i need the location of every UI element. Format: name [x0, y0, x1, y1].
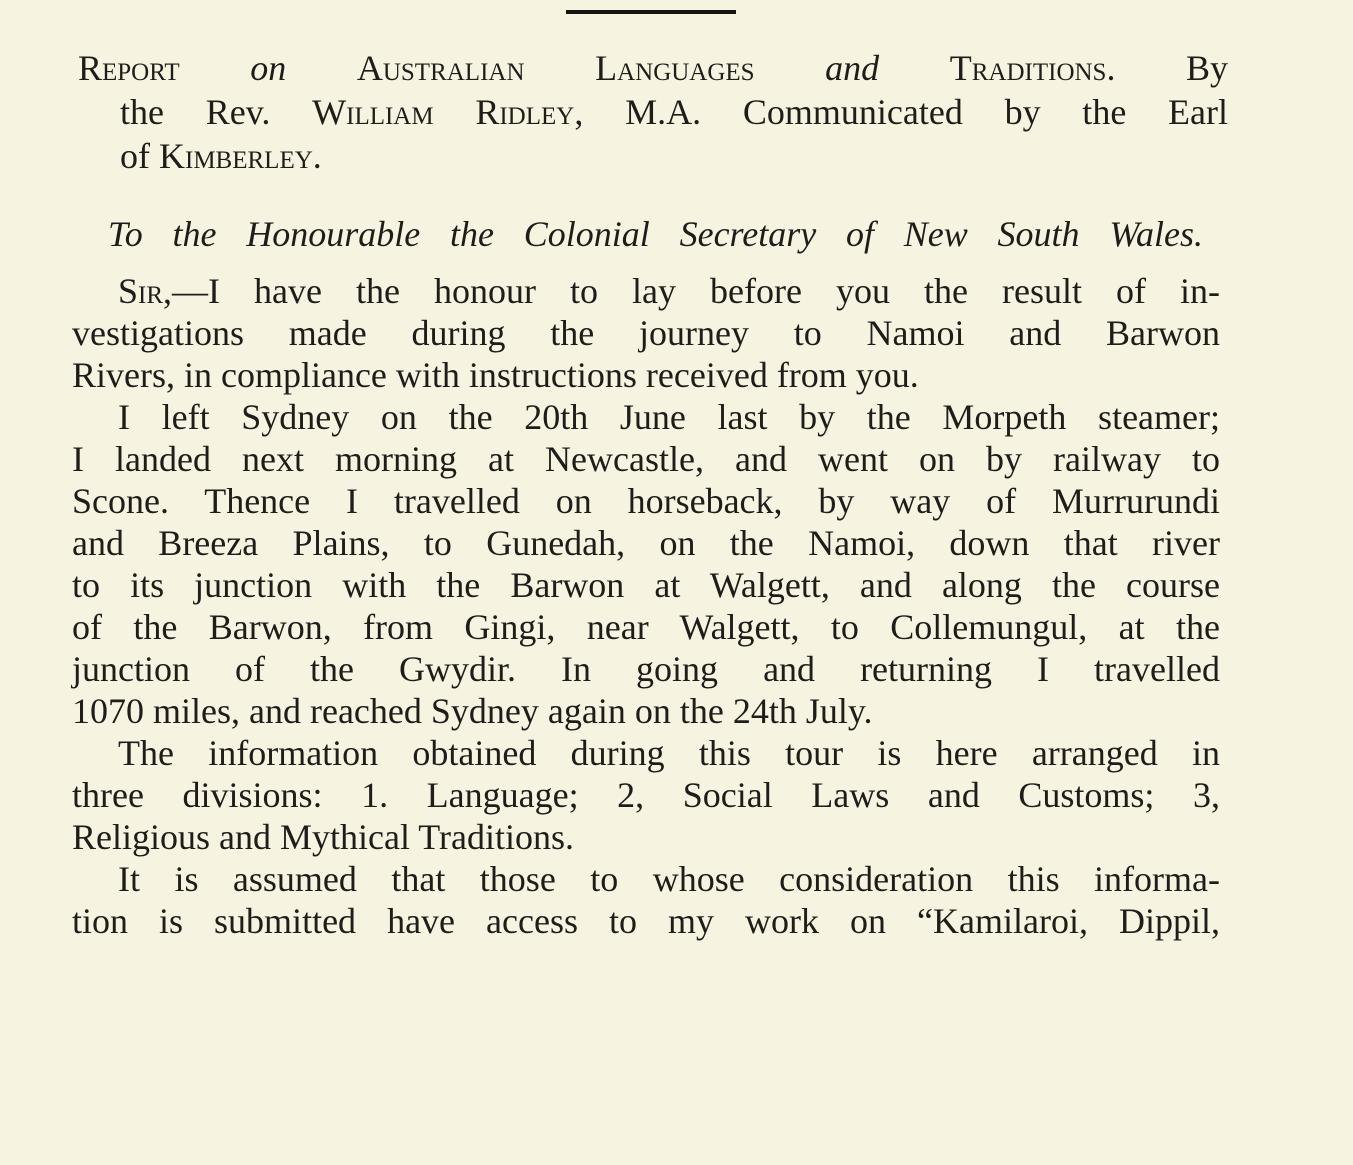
paragraph-2 — [72, 396, 1220, 732]
text-line: Rivers, in compliance with instructions received from you. — [72, 355, 919, 395]
salutation: Sir, — [118, 271, 173, 311]
address-line: To the Honourable the Colonial Secretary of New South Wales. — [108, 214, 1203, 254]
letter-body — [72, 270, 1220, 942]
paragraph-3 — [72, 732, 1220, 858]
title-communicated: Communicated by the Earl — [742, 92, 1228, 132]
title-by: By — [1186, 48, 1229, 88]
text-line: It is assumed that those to whose consideration this informa- — [118, 859, 1220, 899]
text-line: Religious and Mythical Traditions. — [72, 817, 575, 857]
author-degree: M.A. — [625, 92, 702, 132]
top-rule-divider — [566, 10, 736, 14]
title-of: of — [120, 136, 150, 176]
text-line: vestigations made during the journey to Namoi and Barwon — [72, 313, 1220, 353]
text-line: 1070 miles, and reached Sydney again on the 24th July. — [72, 691, 873, 731]
title-kimberley: Kimberley. — [159, 136, 322, 176]
text-line-content: —I have the honour to lay before you the result of in- — [172, 271, 1220, 311]
title-line-2 — [78, 90, 1228, 134]
title-and: and — [825, 48, 880, 88]
author-name: William Ridley, — [312, 92, 584, 132]
text-line: tion is submitted have access to my work on “Kamilaroi, Dippil, — [72, 901, 1220, 941]
title-australian: Australian — [356, 48, 525, 88]
title-line-3 — [78, 134, 1228, 178]
text-line: three divisions: 1. Language; 2, Social Laws and Customs; 3, — [72, 775, 1220, 815]
text-line: junction of the Gwydir. In going and returning I travelled — [72, 649, 1220, 689]
paragraph-1 — [72, 270, 1220, 396]
text-line: Scone. Thence I travelled on horseback, by way of Murrurundi — [72, 481, 1220, 521]
report-title — [78, 46, 1228, 178]
text-line: I landed next morning at Newcastle, and went on by railway to — [72, 439, 1220, 479]
text-line: to its junction with the Barwon at Walgett, and along the course — [72, 565, 1220, 605]
text-line: and Breeza Plains, to Gunedah, on the Namoi, down that river — [72, 523, 1220, 563]
title-languages: Languages — [595, 48, 755, 88]
paragraph-4 — [72, 858, 1220, 942]
text-line: I left Sydney on the 20th June last by the Morpeth steamer; — [118, 397, 1220, 437]
title-the-rev: the Rev. — [120, 92, 271, 132]
text-line: The information obtained during this tour is here arranged in — [118, 733, 1220, 773]
title-traditions: Traditions. — [949, 48, 1116, 88]
title-on: on — [250, 48, 287, 88]
text-line: of the Barwon, from Gingi, near Walgett, to Collemungul, at the — [72, 607, 1220, 647]
title-report: Report — [78, 48, 180, 88]
title-line-1 — [78, 46, 1228, 90]
text-line — [72, 270, 1220, 312]
